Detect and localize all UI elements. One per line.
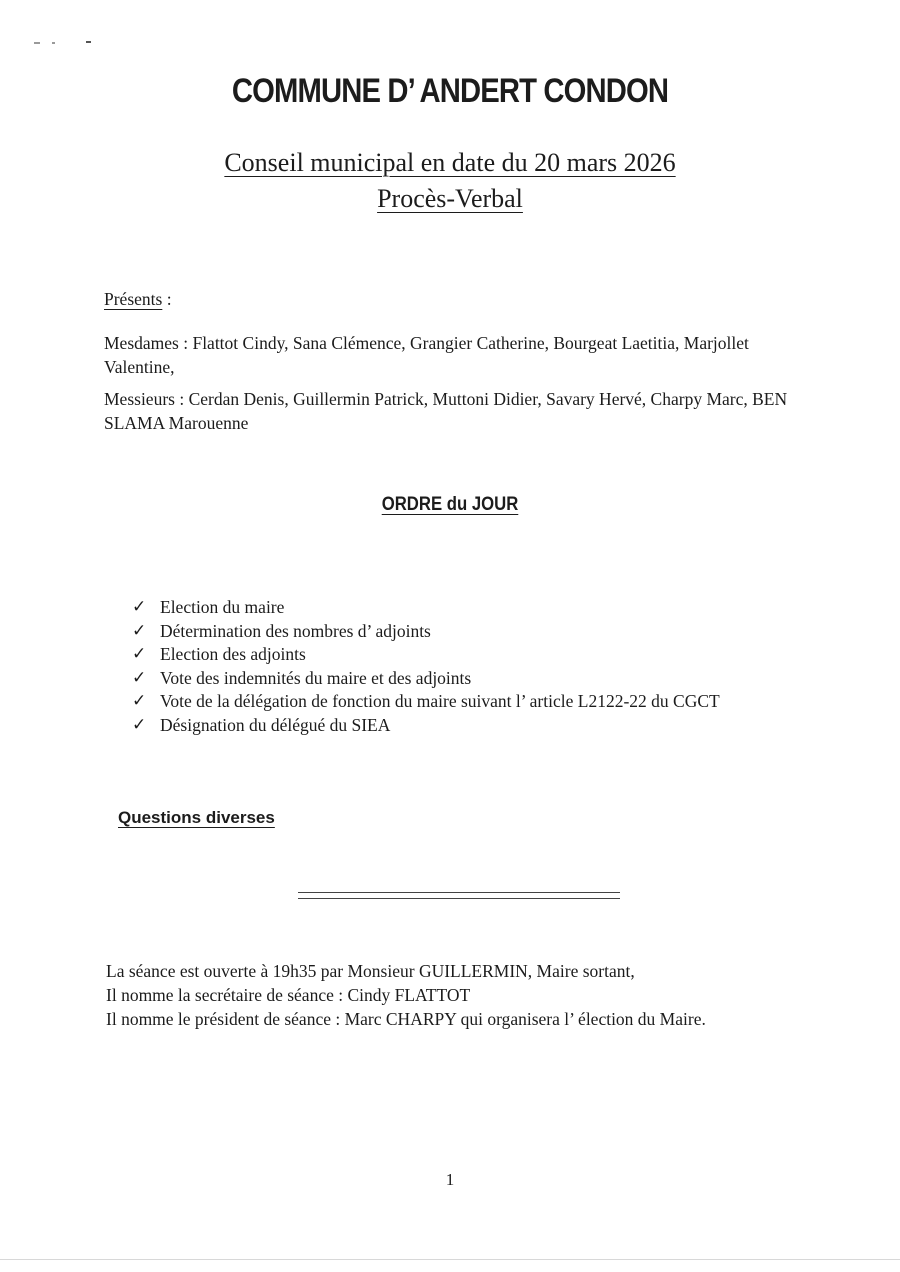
checkmark-icon: ✓: [132, 714, 147, 735]
agenda-item-text: Détermination des nombres d’ adjoints: [160, 620, 431, 641]
agenda-list: [130, 596, 790, 737]
agenda-item: [130, 620, 790, 644]
seance-line: Il nomme la secrétaire de séance : Cindy FLATTOT: [106, 985, 471, 1005]
checkmark-icon: ✓: [132, 597, 147, 617]
seance-paragraph: [106, 959, 806, 1031]
mesdames-list: Mesdames : Flattot Cindy, Sana Clémence, Grangier Catherine, Bourgeat Laetitia, Marjollet Valentine,: [104, 333, 749, 377]
double-rule-divider: [298, 892, 620, 899]
checkmark-icon: ✓: [132, 620, 147, 641]
meeting-date-heading: [0, 148, 900, 178]
agenda-item-text: Election des adjoints: [160, 644, 306, 664]
checkmark-icon: ✓: [132, 644, 147, 664]
document-title: COMMUNE D’ ANDERT CONDON: [231, 72, 669, 110]
agenda-item-text: Vote de la délégation de fonction du maire suivant l’ article L2122-22 du CGCT: [160, 691, 720, 711]
messieurs-list: Messieurs : Cerdan Denis, Guillermin Patrick, Muttoni Didier, Savary Hervé, Charpy Marc, BEN SLAMA Marouenne: [104, 389, 788, 433]
page-number: 1: [445, 1170, 455, 1189]
checkmark-icon: ✓: [132, 691, 147, 711]
agenda-item: [130, 596, 790, 620]
agenda-heading-text: ORDRE du JOUR: [381, 494, 519, 515]
proces-verbal-heading: [0, 184, 900, 214]
proces-verbal-text: Procès-Verbal: [377, 184, 523, 213]
agenda-item-text: Vote des indemnités du maire et des adjoints: [160, 667, 472, 688]
seance-line: La séance est ouverte à 19h35 par Monsieur GUILLERMIN, Maire sortant,: [106, 961, 635, 981]
scan-artifact: [34, 40, 94, 46]
agenda-item: [130, 690, 790, 714]
presents-label-line: [104, 287, 172, 311]
presents-label-suffix: :: [162, 289, 172, 309]
questions-diverses-text: Questions diverses: [118, 808, 275, 827]
agenda-heading: [54, 494, 846, 516]
agenda-item: [130, 667, 790, 691]
agenda-item: [130, 714, 790, 738]
agenda-item: [130, 643, 790, 667]
scan-bottom-edge: [0, 1259, 900, 1260]
presents-label: Présents: [104, 289, 163, 309]
seance-line: Il nomme le président de séance : Marc CHARPY qui organisera l’ élection du Maire.: [106, 1009, 706, 1029]
agenda-item-text: Désignation du délégué du SIEA: [160, 714, 391, 735]
agenda-item-text: Election du maire: [160, 597, 285, 617]
checkmark-icon: ✓: [132, 667, 147, 688]
questions-diverses-heading: [118, 808, 275, 828]
meeting-date-text: Conseil municipal en date du 20 mars 2026: [224, 148, 676, 177]
